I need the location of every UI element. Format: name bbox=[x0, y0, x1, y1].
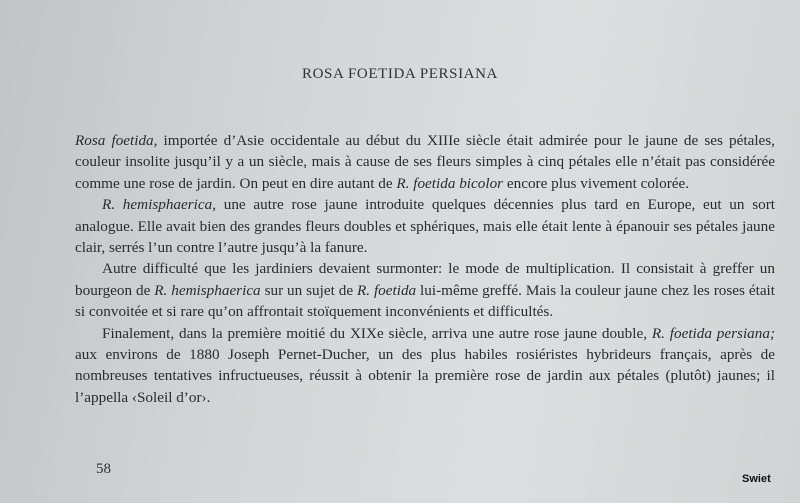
text-segment-italic: R. hemisphaerica, bbox=[102, 196, 217, 214]
text-segment: aux environs de 1880 Joseph Pernet-Ducher, un des plus habiles rosiéristes hybrideurs français, après de nombreuses tentatives infructueuses, réussit à obtenir la première rose de jardin aux pétales (plutôt) jaunes; il l’appella ‹Soleil d’or›. bbox=[75, 346, 775, 406]
text-segment: une autre rose jaune introduite quelques décennies plus tard en Europe, eut un sort analogue. Elle avait bien des grandes fleurs doubles et sphériques, mais elle était lente à épanouir ses pétales jaune clair, serrés l’un contre l’autre jusqu’à la fanure. bbox=[75, 196, 775, 257]
text-segment: encore plus vivement colorée. bbox=[503, 174, 690, 192]
watermark: Swiet bbox=[742, 473, 771, 485]
text-segment-italic: R. foetida bicolor bbox=[396, 174, 504, 192]
text-segment-italic: R. foetida persiana; bbox=[651, 324, 776, 342]
page-number: 58 bbox=[96, 461, 111, 477]
text-segment: lui-même greffé. Mais la couleur jaune chez les roses était si convoitée et si rare qu’on affrontait stoïquement inconvénients et difficultés. bbox=[75, 281, 775, 321]
text-segment: importée d’Asie occidentale au début du XIIIe siècle était admirée pour le jaune de ses pétales, couleur insolite jusqu’il y a un siècle, mais à cause de ses fleurs simples à cinq pétales elle n’était pas considérée comme une rose de jardin. On peut en dire autant de bbox=[75, 132, 775, 192]
page-title: ROSA FOETIDA PERSIANA bbox=[302, 66, 498, 82]
text-segment-italic: Rosa foetida, bbox=[75, 132, 158, 149]
text-segment-italic: R. hemisphaerica bbox=[154, 281, 261, 299]
paragraph bbox=[75, 194, 775, 258]
paragraph bbox=[75, 130, 775, 194]
paragraph bbox=[75, 258, 775, 322]
text-segment: Finalement, dans la première moitié du XIXe siècle, arriva une autre rose jaune double, bbox=[102, 324, 652, 342]
text-segment: Autre difficulté que les jardiniers devaient surmonter: le mode de multiplication. Il consistait à greffer un bourgeon de bbox=[75, 260, 775, 299]
text-segment-italic: R. foetida bbox=[356, 281, 417, 299]
text-segment: sur un sujet de bbox=[260, 281, 357, 299]
body-text bbox=[75, 130, 775, 408]
paragraph bbox=[75, 323, 775, 409]
